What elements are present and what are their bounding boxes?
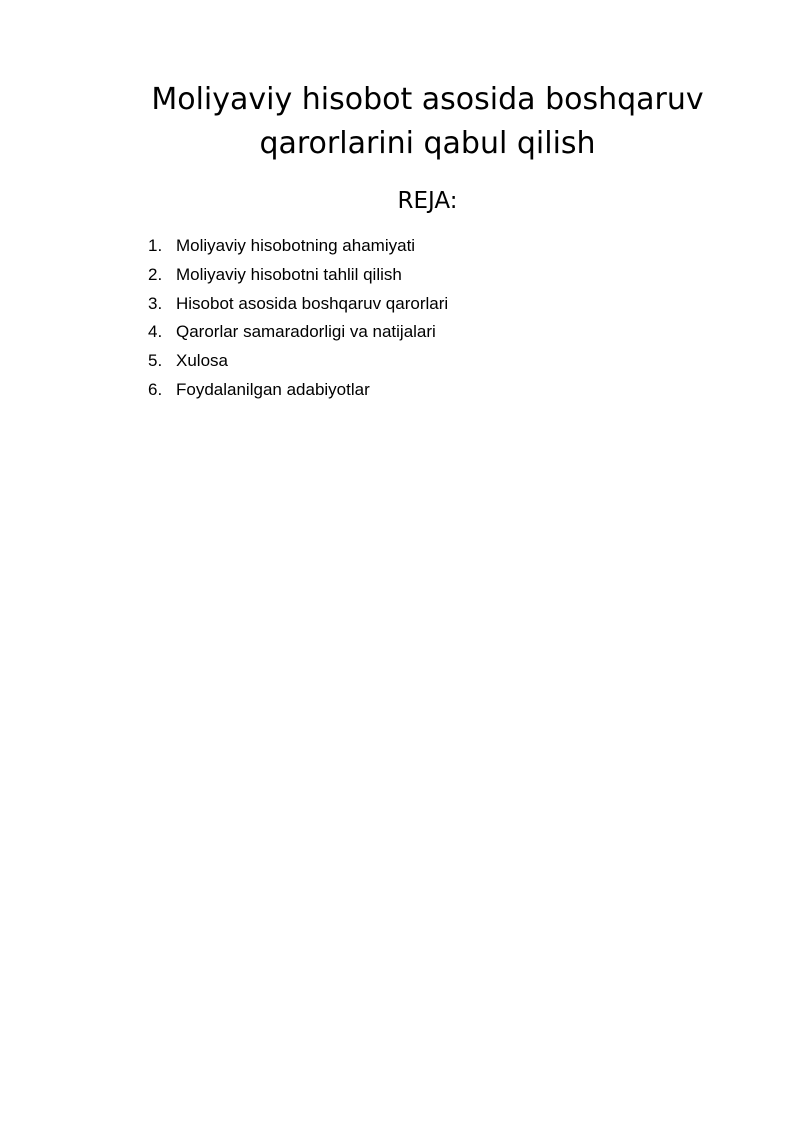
- plan-item-text: Qarorlar samaradorligi va natijalari: [176, 322, 436, 342]
- plan-item-4: [148, 318, 448, 347]
- plan-item-1: [148, 232, 448, 261]
- plan-heading: REJA:: [397, 188, 458, 214]
- plan-item-text: Foydalanilgan adabiyotlar: [176, 379, 370, 399]
- plan-item-text: Moliyaviy hisobotning ahamiyati: [176, 236, 416, 255]
- plan-item-text: Xulosa: [176, 351, 228, 371]
- title-line-2: qarorlarini qabul qilish: [259, 126, 596, 161]
- plan-item-number: 3.: [148, 293, 163, 313]
- plan-item-6: [148, 376, 448, 405]
- plan-item-number: 1.: [148, 236, 163, 255]
- plan-item-3: [148, 290, 448, 319]
- plan-item-text: Moliyaviy hisobotni tahlil qilish: [176, 264, 402, 284]
- plan-item-number: 5.: [148, 351, 163, 371]
- plan-item-2: [148, 261, 448, 290]
- title-line-1: Moliyaviy hisobot asosida boshqaruv: [151, 82, 704, 117]
- plan-item-5: [148, 347, 448, 376]
- plan-item-text: Hisobot asosida boshqaruv qarorlari: [176, 293, 449, 313]
- plan-item-number: 4.: [148, 322, 163, 342]
- plan-item-number: 6.: [148, 379, 163, 399]
- plan-item-number: 2.: [148, 264, 163, 284]
- plan-list: [148, 232, 448, 405]
- document-title: [120, 78, 735, 166]
